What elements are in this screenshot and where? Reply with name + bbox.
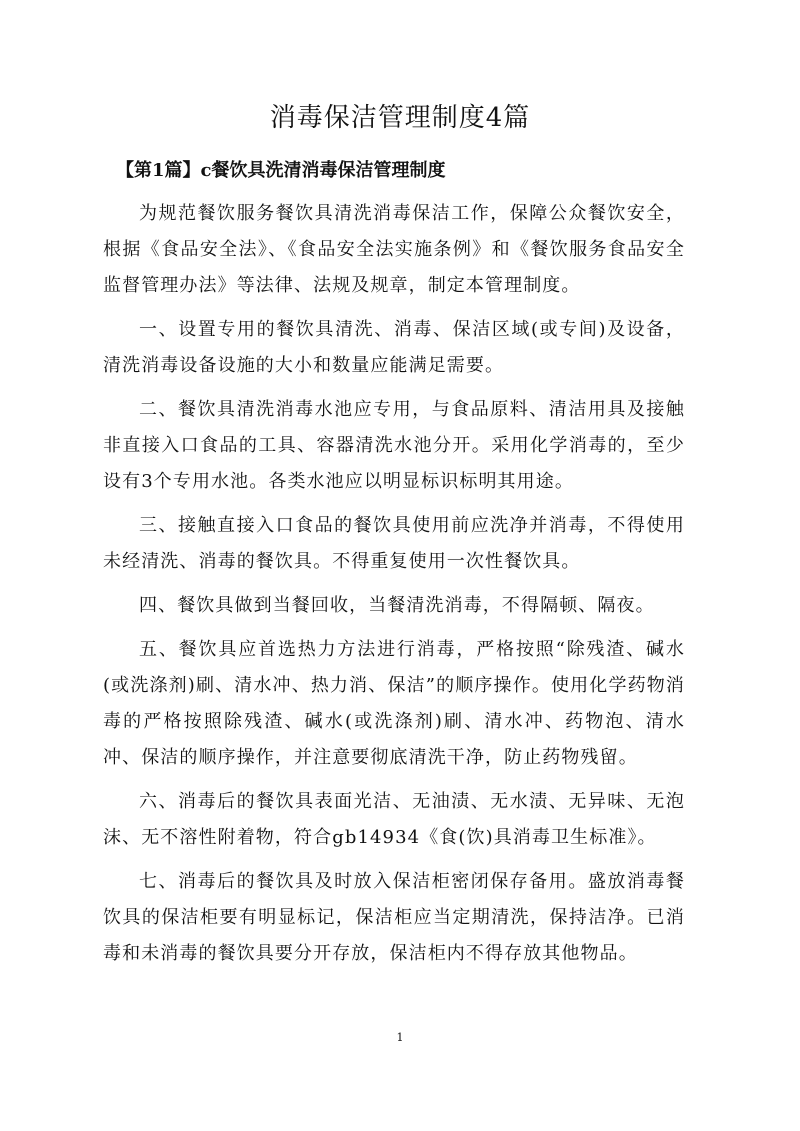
document-body [103, 196, 685, 980]
paragraph-item-3: 三、接触直接入口食品的餐饮具使用前应洗净并消毒，不得使用未经清洗、消毒的餐饮具。不得重复使用一次性餐饮具。 [103, 515, 685, 572]
section-heading: 【第1篇】c餐饮具洗清消毒保洁管理制度 [116, 160, 446, 181]
document-title: 消毒保洁管理制度4篇 [269, 103, 531, 133]
paragraph-item-7: 七、消毒后的餐饮具及时放入保洁柜密闭保存备用。盛放消毒餐饮具的保洁柜要有明显标记，保洁柜应当定期清洗，保持洁净。已消毒和未消毒的餐饮具要分开存放，保洁柜内不得存放其他物品。 [103, 871, 685, 964]
paragraph-item-6: 六、消毒后的餐饮具表面光洁、无油渍、无水渍、无异味、无泡沫、无不溶性附着物，符合gb14934《食(饮)具消毒卫生标准》。 [103, 791, 685, 848]
paragraph-item-1: 一、设置专用的餐饮具清洗、消毒、保洁区域(或专间)及设备，清洗消毒设备设施的大小和数量应能满足需要。 [103, 319, 685, 376]
paragraph-item-2: 二、餐饮具清洗消毒水池应专用，与食品原料、清洁用具及接触非直接入口食品的工具、容器清洗水池分开。采用化学消毒的，至少设有3个专用水池。各类水池应以明显标识标明其用途。 [103, 399, 685, 492]
paragraph-item-5: 五、餐饮具应首选热力方法进行消毒，严格按照“除残渣、碱水(或洗涤剂)刷、清水冲、热力消、保洁”的顺序操作。使用化学药物消毒的严格按照除残渣、碱水(或洗涤剂)刷、清水冲、药物泡、清水冲、保洁的顺序操作，并注意要彻底清洗干净，防止药物残留。 [103, 639, 685, 768]
paragraph-intro: 为规范餐饮服务餐饮具清洗消毒保洁工作，保障公众餐饮安全，根据《食品安全法》、《食品安全法实施条例》和《餐饮服务食品安全监督管理办法》等法律、法规及规章，制定本管理制度。 [103, 203, 685, 296]
paragraph-item-4: 四、餐饮具做到当餐回收，当餐清洗消毒，不得隔顿、隔夜。 [139, 595, 655, 616]
page-number: 1 [396, 1031, 404, 1044]
